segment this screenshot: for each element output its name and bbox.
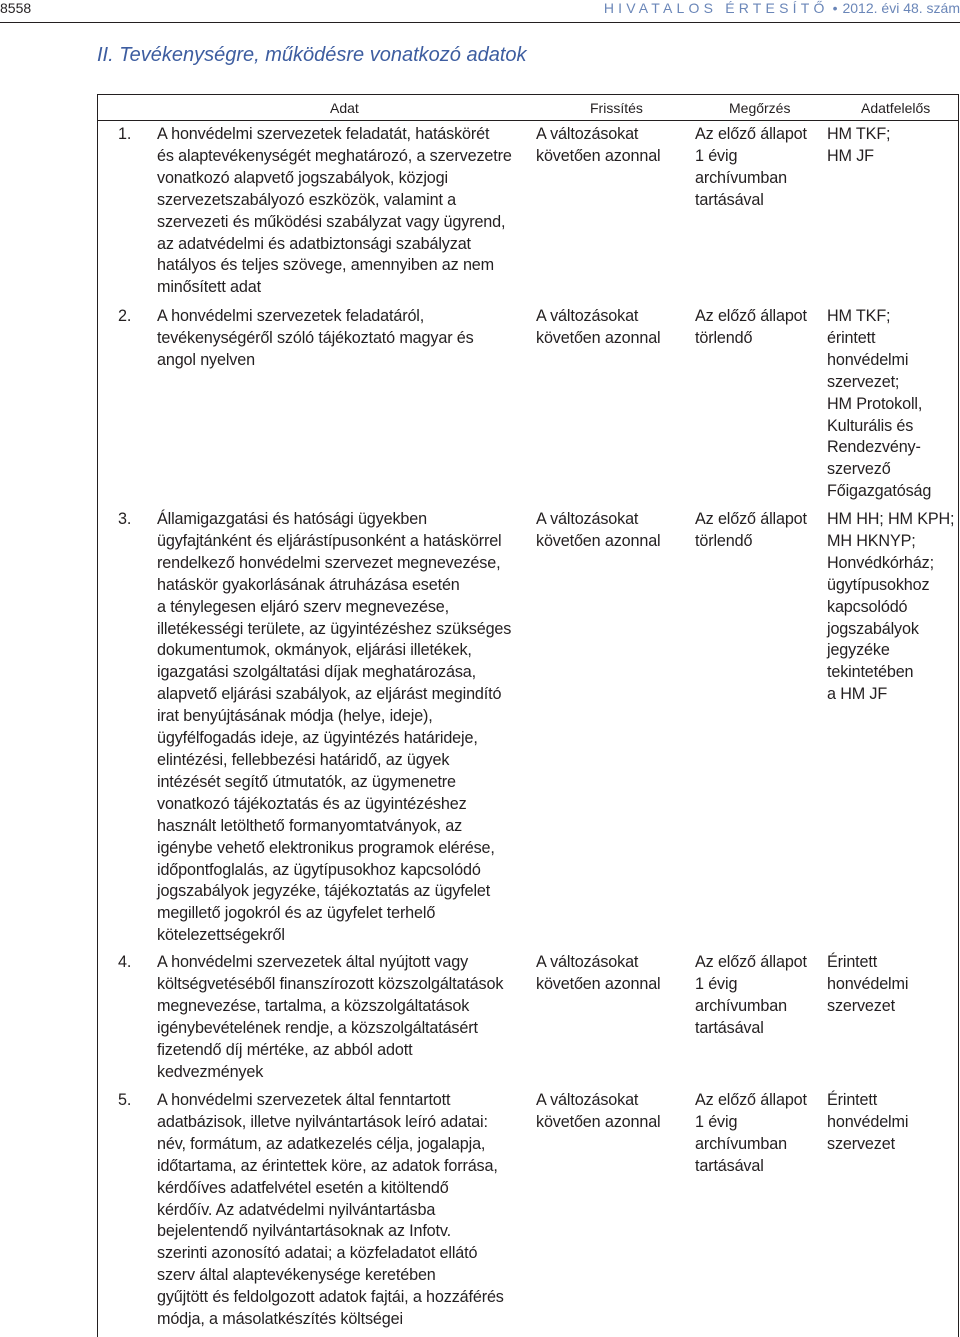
- row-adatfelelos: Érintett honvédelmi szervezet: [827, 1091, 909, 1153]
- row-adatfelelos: HM TKF; érintett honvédelmi szervezet; HM Protokoll, Kulturális és Rendezvény- szervező Főigazgatóság: [827, 307, 932, 501]
- row-adat: A honvédelmi szervezetek által fenntartott adatbázisok, illetve nyilvántartások leíró adatai: név, formátum, az adatkezelés célja, jogalapja, időtartama, az érintettek köre, az adatok forrása, kérdőíves adatfelvétel esetén a kitöltendő kérdőív. Az adatvédelmi nyilvántartásba bejelentendő nyilvántartásoknak az Infotv. szerinti azonosító adatai; a közfeladatot ellátó szerv által alaptevékenysége keretében gyűjtött és feldolgozott adatok fajtái, a hozzáférés módja, a másolatkészítés költségei: [157, 1091, 504, 1329]
- row-frissites: A változásokat követően azonnal: [536, 1091, 661, 1131]
- row-adatfelelos: Érintett honvédelmi szervezet: [827, 953, 909, 1015]
- row-number: 5.: [118, 1091, 132, 1109]
- row-adat: A honvédelmi szervezetek feladatát, hatáskörét és alaptevékenységét meghatározó, a szervezetre vonatkozó alapvető jogszabályok, közjogi szervezetszabályozó eszközök, valamint a szervezeti és működési szabályzat vagy ügyrend, az adatvédelmi és adatbiztonsági szabályzat hatályos és teljes szövege, amennyiben az nem minősített adat: [157, 125, 512, 297]
- column-header-megorzes: Megőrzés: [729, 100, 791, 116]
- header-rule: [0, 22, 960, 23]
- row-adat: A honvédelmi szervezetek feladatáról, tevékenységéről szóló tájékoztató magyar és angol nyelven: [157, 307, 474, 369]
- row-megorzes: Az előző állapot törlendő: [695, 510, 807, 550]
- row-number: 1.: [118, 125, 132, 143]
- row-frissites: A változásokat követően azonnal: [536, 510, 661, 550]
- row-megorzes: Az előző állapot 1 évig archívumban tartásával: [695, 953, 807, 1037]
- data-table: [97, 94, 959, 1337]
- row-adatfelelos: HM HH; HM KPH; MH HKNYP; Honvédkórház; ügytípusokhoz kapcsolódó jogszabályok jegyzéke tekintetében a HM JF: [827, 510, 955, 704]
- row-adatfelelos: HM TKF; HM JF: [827, 125, 891, 165]
- row-adat: A honvédelmi szervezetek által nyújtott vagy költségvetéséből finanszírozott közszolgáltatások megnevezése, tartalma, a közszolgáltatások igénybevételének rendje, a közszolgáltatásért fizetendő díj mértéke, az abból adott kedvezmények: [157, 953, 504, 1081]
- row-megorzes: Az előző állapot 1 évig archívumban tartásával: [695, 1091, 807, 1175]
- issue-label: 2012. évi 48. szám: [842, 0, 960, 16]
- row-number: 3.: [118, 510, 132, 528]
- row-frissites: A változásokat követően azonnal: [536, 125, 661, 165]
- row-megorzes: Az előző állapot törlendő: [695, 307, 807, 347]
- page-number: 8558: [0, 0, 32, 16]
- row-megorzes: Az előző állapot 1 évig archívumban tartásával: [695, 125, 807, 209]
- row-number: 2.: [118, 307, 132, 325]
- row-adat: Államigazgatási és hatósági ügyekben ügyfajtánként és eljárástípusonként a hatáskörrel rendelkező honvédelmi szervezet megnevezése, hatáskör gyakorlásának átruházása esetén a ténylegesen eljáró szerv megnevezése, illetékességi területe, az ügyintézéshez szükséges dokumentumok, okmányok, eljárási illetékek, igazgatási szolgáltatási díjak meghatározása, alapvető eljárási szabályok, az eljárást megindító irat benyújtásának módja (helye, ideje), ügyfélfogadás ideje, az ügyintézés határideje, elintézési, fellebbezési határidő, az ügyek intézését segítő útmutatók, az ügymenetre vonatkozó tájékoztatás és az ügyintézéshez használt letölthető formanyomtatványok, az igénybe vehető elektronikus programok elérése, időpontfoglalás, az ügytípusokhoz kapcsolódó jogszabályok jegyzéke, tájékoztatás az ügyfelet megillető jogokról és az ügyfelet terhelő kötelezettségekről: [157, 510, 512, 945]
- column-header-adatfelelos: Adatfelelős: [861, 100, 931, 116]
- column-header-frissites: Frissítés: [590, 100, 643, 116]
- table-header-row: [98, 95, 958, 121]
- journal-masthead: [604, 0, 960, 16]
- journal-title: HIVATALOS ÉRTESÍTŐ: [603, 0, 829, 16]
- row-frissites: A változásokat követően azonnal: [536, 307, 661, 347]
- running-header: [0, 0, 960, 16]
- row-number: 4.: [118, 953, 132, 971]
- section-title: II. Tevékenységre, működésre vonatkozó adatok: [97, 44, 527, 66]
- row-frissites: A változásokat követően azonnal: [536, 953, 661, 993]
- column-header-adat: Adat: [330, 100, 359, 116]
- bullet-separator: •: [832, 0, 838, 16]
